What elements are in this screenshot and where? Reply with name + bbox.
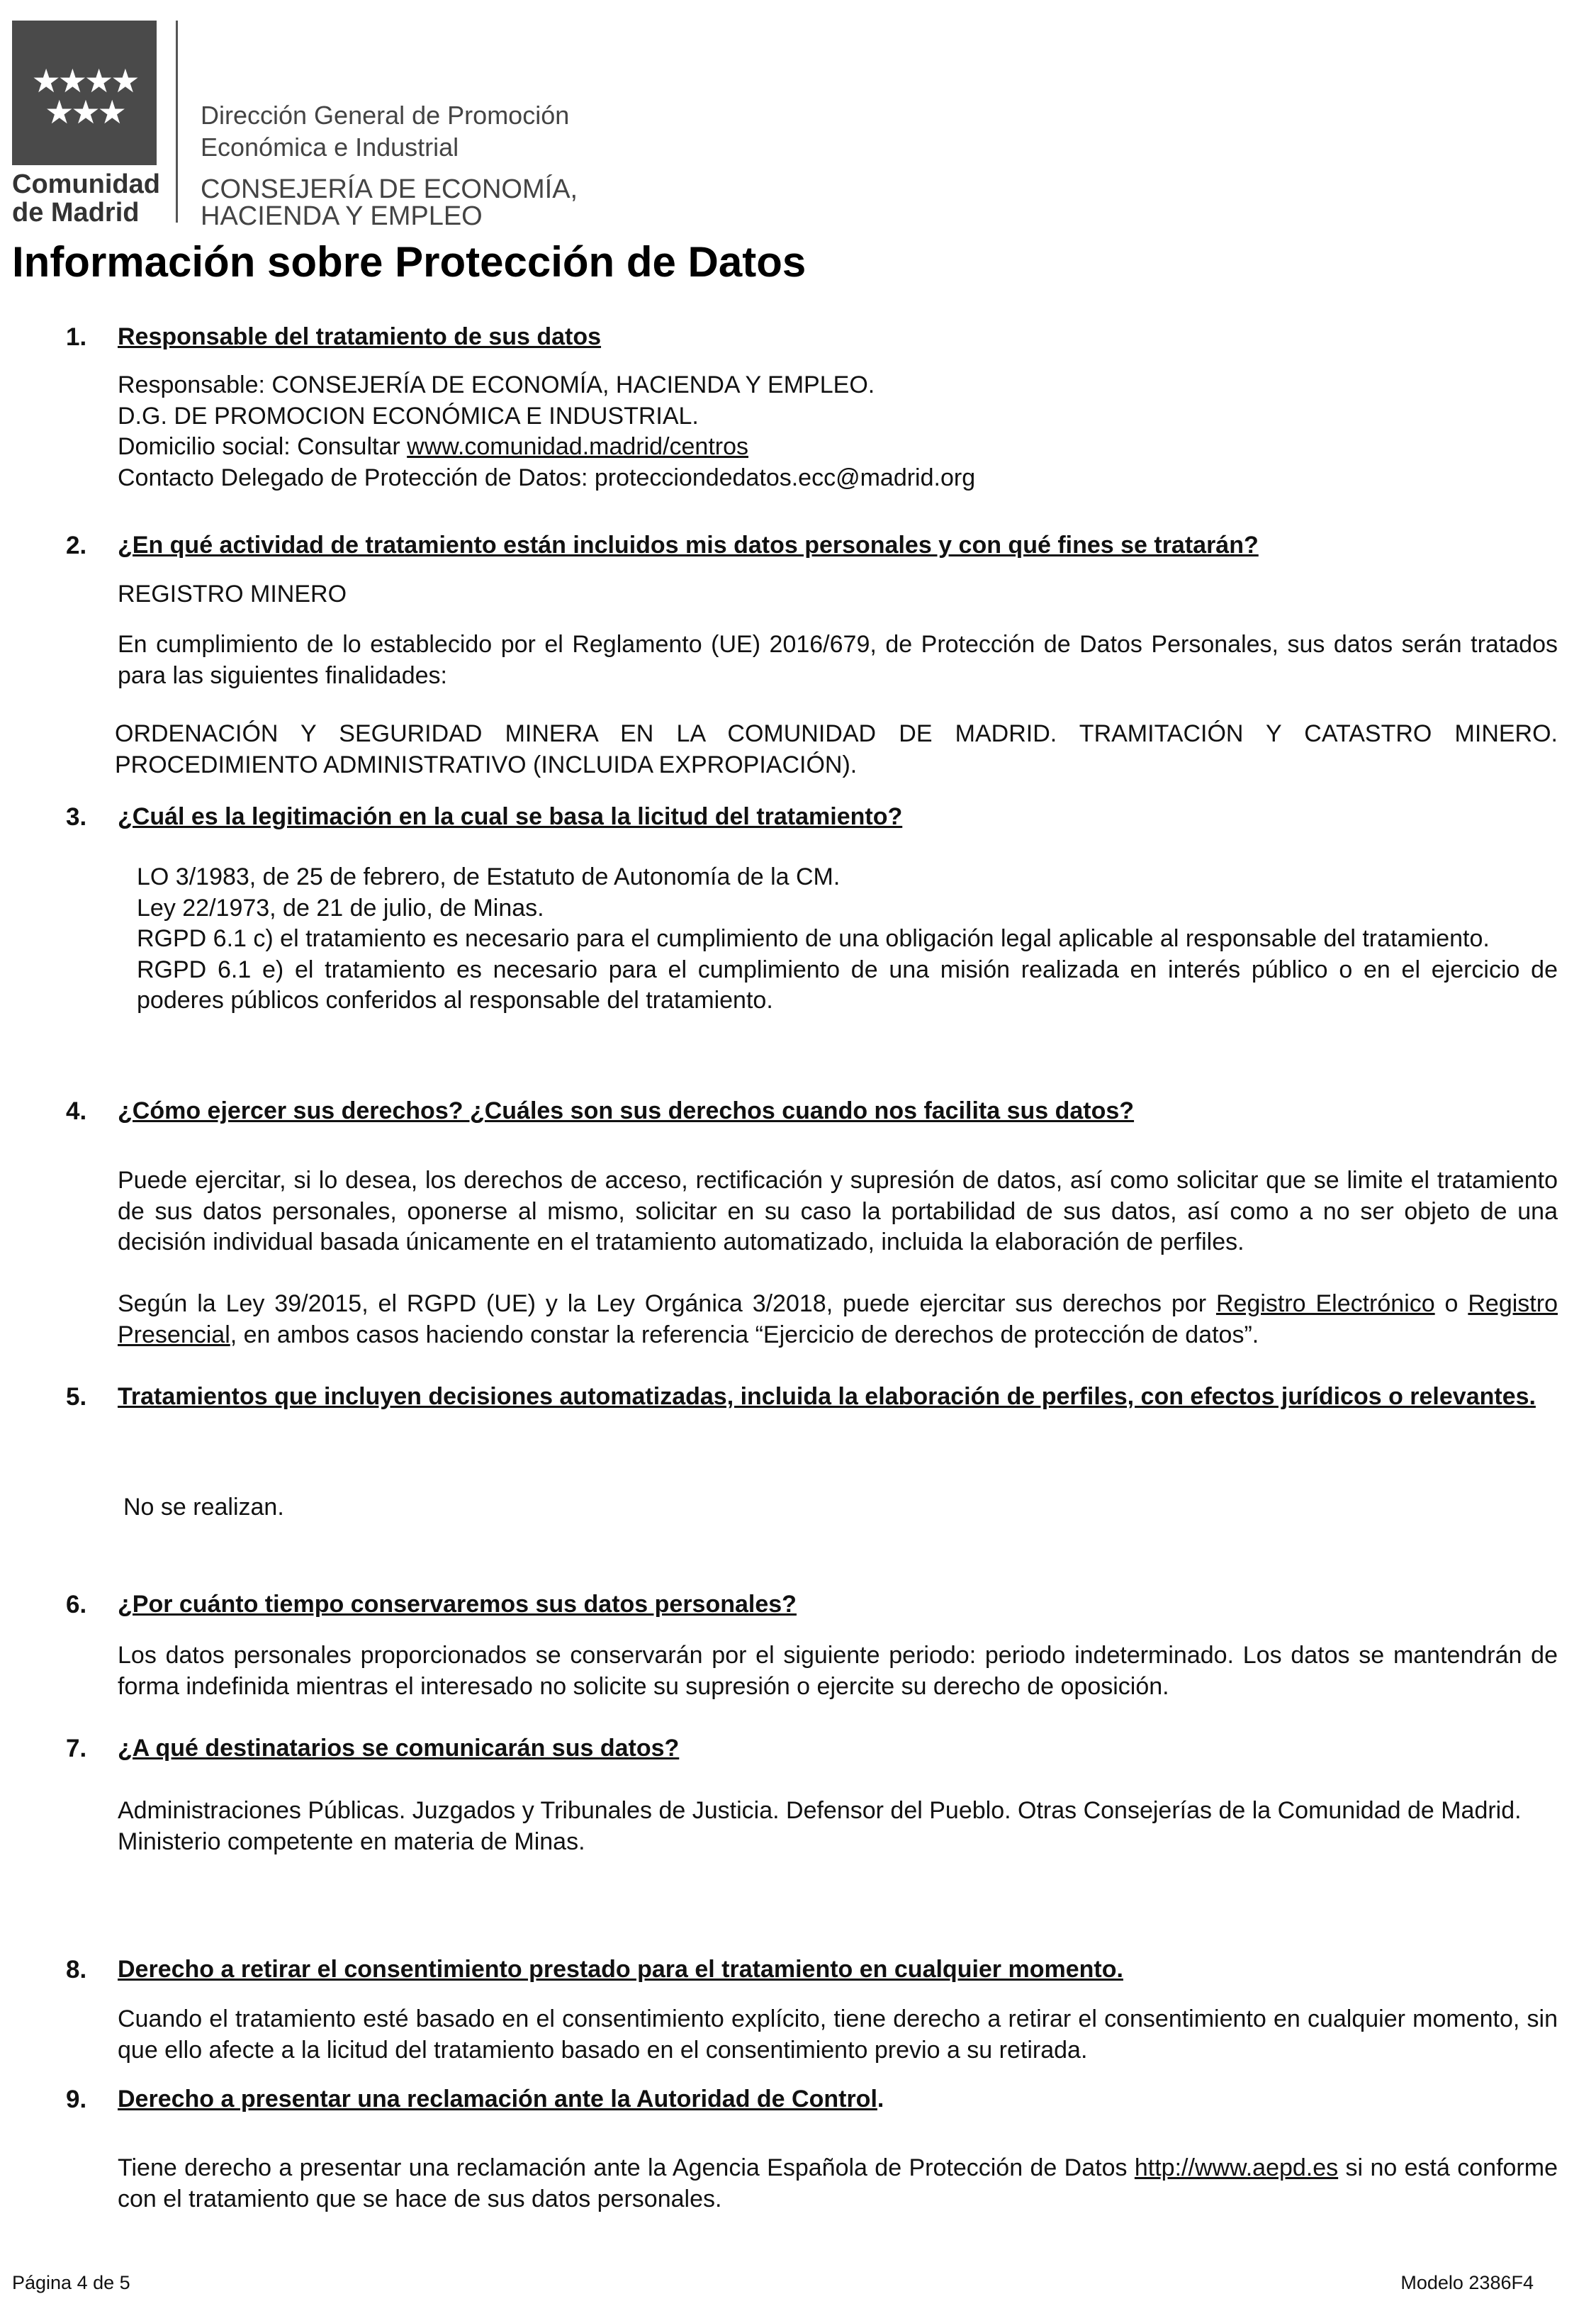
directorate-line: Económica e Industrial xyxy=(201,133,459,162)
ministry-line: CONSEJERÍA DE ECONOMÍA, xyxy=(201,174,578,204)
section-heading: ¿Cuál es la legitimación en la cual se basa la licitud del tratamiento? xyxy=(118,803,903,830)
label: Domicilio social: Consultar xyxy=(118,433,408,461)
page-title: Información sobre Protección de Datos xyxy=(12,238,807,286)
centros-link[interactable]: www.comunidad.madrid/centros xyxy=(407,433,749,461)
section-heading: ¿En qué actividad de tratamiento están incluidos mis datos personales y con qué fines se tratarán? xyxy=(118,532,1259,559)
section-heading: ¿Cómo ejercer sus derechos? ¿Cuáles son sus derechos cuando nos facilita sus datos? xyxy=(118,1097,1135,1124)
text-line xyxy=(118,432,1558,463)
directorate-name xyxy=(201,99,569,163)
section-body xyxy=(137,862,1558,1017)
text-line: Responsable: CONSEJERÍA DE ECONOMÍA, HACIENDA Y EMPLEO. xyxy=(118,371,875,398)
section-body: Los datos personales proporcionados se conservarán por el siguiente periodo: periodo indeterminado. Los datos se mantendrán de forma indefinida mientras el interesado no solicite su supresión o ejercite su derecho de oposición. xyxy=(118,1642,1558,1700)
section-body xyxy=(118,1289,1558,1350)
section-body xyxy=(118,2153,1558,2215)
section-number: 9. xyxy=(66,2086,87,2113)
heading-period: . xyxy=(877,2086,884,2113)
activity-name: REGISTRO MINERO xyxy=(118,581,347,608)
text: si no está conforme con el tratamiento que se hace de sus datos personales. xyxy=(118,2154,1558,2212)
text: Tiene derecho a presentar una reclamación ante la Agencia Española de Protección de Datos xyxy=(118,2154,1135,2181)
comunidad-madrid-logo xyxy=(12,21,157,165)
logo-name xyxy=(12,170,161,227)
section-body xyxy=(118,370,1558,493)
section-heading: Tratamientos que incluyen decisiones automatizadas, incluida la elaboración de perfiles, con efectos jurídicos o relevantes. xyxy=(118,1383,1536,1410)
section-number: 8. xyxy=(66,1956,87,1983)
section-number: 4. xyxy=(66,1097,87,1125)
text-line: Administraciones Públicas. Juzgados y Tribunales de Justicia. Defensor del Pueblo. Otras Consejerías de la Comunidad de Madrid. xyxy=(118,1797,1522,1824)
text-line: D.G. DE PROMOCION ECONÓMICA E INDUSTRIAL. xyxy=(118,402,699,430)
section-number: 6. xyxy=(66,1591,87,1618)
text-line: Ministerio competente en materia de Minas. xyxy=(118,1828,585,1855)
text-line: Contacto Delegado de Protección de Datos: protecciondedatos.ecc@madrid.org xyxy=(118,464,976,491)
section-body: Puede ejercitar, si lo desea, los derechos de acceso, rectificación y supresión de datos, así como solicitar que se limite el tratamiento de sus datos personales, oponerse al mismo, solicitar en su caso la portabilidad de sus datos, así como a no ser objeto de una decisión individual basada únicamente en el tratamiento automatizado, incluida la elaboración de perfiles. xyxy=(118,1167,1558,1256)
aepd-link[interactable]: http://www.aepd.es xyxy=(1134,2154,1339,2181)
logo-divider xyxy=(176,21,178,223)
section-number: 5. xyxy=(66,1383,87,1411)
page-number: Página 4 de 5 xyxy=(12,2272,130,2293)
section-number: 3. xyxy=(66,803,87,831)
text: Según la Ley 39/2015, el RGPD (UE) y la Ley Orgánica 3/2018, puede ejercitar sus derechos por xyxy=(118,1290,1216,1317)
heading-text: Derecho a presentar una reclamación ante la Autoridad de Control xyxy=(118,2086,877,2113)
logo-name-line: Comunidad xyxy=(12,169,160,199)
stars-icon: ★★★ xyxy=(45,94,124,130)
section-heading: Derecho a retirar el consentimiento prestado para el tratamiento en cualquier momento. xyxy=(118,1956,1123,1983)
directorate-line: Dirección General de Promoción xyxy=(201,101,570,130)
purposes: ORDENACIÓN Y SEGURIDAD MINERA EN LA COMUNIDAD DE MADRID. TRAMITACIÓN Y CATASTRO MINERO. PROCEDIMIENTO ADMINISTRATIVO (INCLUIDA EXPROPIACIÓN). xyxy=(115,720,1558,778)
text-line: RGPD 6.1 c) el tratamiento es necesario para el cumplimiento de una obligación legal aplicable al responsable del tratamiento. xyxy=(137,925,1490,953)
section-heading: ¿Por cuánto tiempo conservaremos sus datos personales? xyxy=(118,1591,797,1618)
section-heading: Responsable del tratamiento de sus datos xyxy=(118,323,602,350)
text-line: RGPD 6.1 e) el tratamiento es necesario para el cumplimiento de una misión realizada en interés público o en el ejercicio de poderes públicos conferidos al responsable del tratamiento. xyxy=(137,956,1558,1014)
section-body: Cuando el tratamiento esté basado en el consentimiento explícito, tiene derecho a retirar el consentimiento en cualquier momento, sin que ello afecte a la licitud del tratamiento basado en el consentimiento previo a su retirada. xyxy=(118,2005,1558,2064)
section-body: No se realizan. xyxy=(123,1494,284,1521)
text-line: LO 3/1983, de 25 de febrero, de Estatuto de Autonomía de la CM. xyxy=(137,863,841,890)
text: o xyxy=(1434,1290,1468,1317)
registro-electronico-link[interactable]: Registro Electrónico xyxy=(1215,1290,1435,1317)
section-body xyxy=(118,1796,1558,1857)
section-number: 2. xyxy=(66,532,87,559)
model-number: Modelo 2386F4 xyxy=(1400,2272,1534,2293)
stars-icon: ★★★★ xyxy=(31,62,137,99)
section-heading xyxy=(118,2084,1558,2115)
logo-name-line: de Madrid xyxy=(12,198,140,228)
section-heading: ¿A qué destinatarios se comunicarán sus datos? xyxy=(118,1735,680,1762)
text-line: Ley 22/1973, de 21 de julio, de Minas. xyxy=(137,894,544,922)
section-number: 7. xyxy=(66,1735,87,1762)
section-number: 1. xyxy=(66,323,87,351)
section-body: En cumplimiento de lo establecido por el Reglamento (UE) 2016/679, de Protección de Datos Personales, sus datos serán tratados para las siguientes finalidades: xyxy=(118,631,1558,689)
ministry-line: HACIENDA Y EMPLEO xyxy=(201,201,483,231)
text: , en ambos casos haciendo constar la referencia “Ejercicio de derechos de protección de datos”. xyxy=(230,1321,1259,1348)
ministry-name xyxy=(201,176,578,230)
registro-presencial-link[interactable]: Registro Presencial xyxy=(118,1290,1558,1348)
